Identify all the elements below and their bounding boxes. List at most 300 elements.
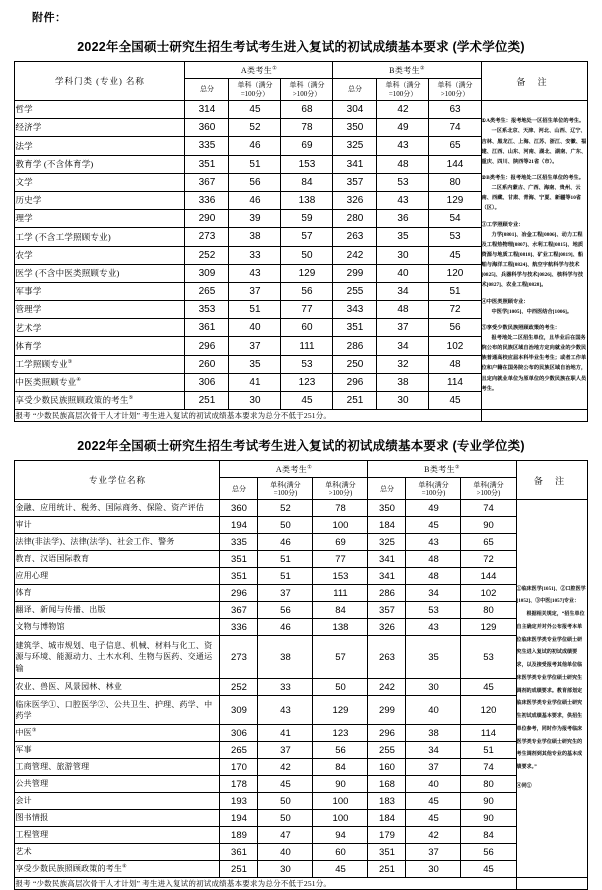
table-row — [15, 619, 587, 636]
cell-a-s100: 51 — [258, 568, 313, 585]
cell-a-s100: 43 — [229, 264, 281, 282]
cell-a-total: 260 — [185, 355, 229, 373]
cell-b-s100: 34 — [406, 585, 461, 602]
row-subject-name: 教育、汉语国际教育 — [15, 551, 220, 568]
cell-a-total: 273 — [220, 636, 258, 679]
cell-a-total: 353 — [185, 301, 229, 319]
cell-b-total: 184 — [368, 517, 406, 534]
header-subject-name: 学科门类 (专业) 名称 — [15, 62, 185, 101]
cell-b-sover: 102 — [429, 337, 481, 355]
header-group-b-label: B类考生 — [424, 464, 456, 474]
cell-a-s100: 33 — [229, 246, 281, 264]
cell-b-total: 184 — [368, 810, 406, 827]
cell-b-sover: 114 — [429, 373, 481, 391]
cell-a-s100: 38 — [229, 228, 281, 246]
cell-b-s100: 38 — [406, 725, 461, 742]
cell-b-total: 351 — [333, 319, 377, 337]
cell-b-sover: 53 — [461, 636, 516, 679]
cell-b-sover: 90 — [461, 793, 516, 810]
cell-b-total: 296 — [333, 373, 377, 391]
cell-b-s100: 35 — [406, 636, 461, 679]
cell-b-sover: 72 — [429, 301, 481, 319]
row-subject-name: 体育学 — [15, 337, 185, 355]
header-group-a — [185, 62, 333, 79]
header-b-total-line1: 总分 — [347, 85, 362, 94]
row-subject-name: 金融、应用统计、税务、国际商务、保险、资产评估 — [15, 500, 220, 517]
cell-a-sover: 123 — [313, 725, 368, 742]
header-b-single-100-line1: 单科（满分 — [385, 81, 421, 90]
cell-a-total: 296 — [185, 337, 229, 355]
row-subject-name: 法学 — [15, 137, 185, 155]
header-b-total-line1: 总分 — [379, 484, 394, 493]
cell-a-s100: 51 — [229, 301, 281, 319]
header-b-single-100 — [377, 79, 429, 101]
remark-paragraph: 中医学[1005]、中西医结合[1006]。 — [491, 308, 573, 315]
cell-a-sover: 60 — [313, 844, 368, 861]
cell-b-total: 251 — [333, 392, 377, 410]
cell-a-sover: 45 — [313, 861, 368, 878]
footnote-marker-1: ① — [272, 65, 278, 71]
cell-b-s100: 34 — [406, 742, 461, 759]
row-subject-name: 公共管理 — [15, 776, 220, 793]
cell-b-sover: 63 — [429, 101, 481, 119]
cell-b-total: 242 — [368, 679, 406, 696]
row-subject-name: 管理学 — [15, 301, 185, 319]
header-b-single-over100-line2: >100分) — [476, 488, 501, 497]
cell-b-s100: 38 — [377, 373, 429, 391]
cell-b-s100: 45 — [406, 793, 461, 810]
header-b-single-over100-line1: 单科（满分 — [437, 81, 473, 90]
cell-a-total: 252 — [185, 246, 229, 264]
header-a-total — [185, 79, 229, 101]
cell-b-total: 255 — [333, 282, 377, 300]
cell-a-s100: 56 — [258, 602, 313, 619]
cell-a-sover: 84 — [313, 602, 368, 619]
remark-cell — [481, 101, 587, 410]
row-subject-name: 审计 — [15, 517, 220, 534]
cell-a-total: 361 — [220, 844, 258, 861]
cell-b-total: 341 — [333, 155, 377, 173]
cell-b-s100: 35 — [377, 228, 429, 246]
cell-a-s100: 50 — [258, 517, 313, 534]
remark-paragraph: ⑤享受少数民族照顾政策的考生： — [481, 324, 561, 331]
cell-a-s100: 38 — [258, 636, 313, 679]
header-a-single-over100-line2: >100分） — [292, 89, 322, 98]
cell-b-s100: 43 — [406, 619, 461, 636]
cell-a-s100: 46 — [258, 534, 313, 551]
row-subject-name: 翻译、新闻与传播、出版 — [15, 602, 220, 619]
cell-b-s100: 40 — [406, 776, 461, 793]
cell-a-s100: 46 — [258, 619, 313, 636]
cell-b-s100: 37 — [406, 759, 461, 776]
row-subject-name: 应用心理 — [15, 568, 220, 585]
cell-b-s100: 48 — [377, 301, 429, 319]
cell-a-total: 351 — [220, 568, 258, 585]
cell-a-total: 306 — [185, 373, 229, 391]
header-a-single-100 — [258, 478, 313, 500]
cell-a-total: 251 — [220, 861, 258, 878]
cell-b-total: 286 — [333, 337, 377, 355]
row-subject-name: 工学 (不含工学照顾专业) — [15, 228, 185, 246]
header-a-single-over100-line1: 单科（满分 — [289, 81, 325, 90]
cell-a-sover: 94 — [313, 827, 368, 844]
remark-paragraph: 二区系内蒙古、广西、海南、贵州、云南、西藏、甘肃、青海、宁夏、新疆等10省（区）。 — [481, 185, 582, 212]
table-footnote-row — [15, 878, 587, 890]
table-row — [15, 101, 587, 119]
cell-b-s100: 37 — [406, 844, 461, 861]
table-row — [15, 679, 587, 696]
cell-a-sover: 129 — [313, 696, 368, 725]
cell-b-sover: 90 — [461, 517, 516, 534]
header-group-a-label: A类考生 — [240, 65, 273, 75]
cell-b-total: 341 — [368, 551, 406, 568]
cell-a-s100: 46 — [229, 191, 281, 209]
remark-paragraph: ②B类考生：报考地处二区招生单位的考生。 — [481, 175, 585, 182]
row-subject-name: 享受少数民族照顾政策的考生⑤ — [15, 392, 185, 410]
cell-a-total: 290 — [185, 210, 229, 228]
cell-a-total: 336 — [220, 619, 258, 636]
cell-b-s100: 42 — [406, 827, 461, 844]
cell-a-sover: 84 — [313, 759, 368, 776]
cell-a-sover: 57 — [281, 228, 333, 246]
cell-a-sover: 50 — [281, 246, 333, 264]
cell-b-total: 296 — [368, 725, 406, 742]
cell-a-sover: 57 — [313, 636, 368, 679]
cell-b-sover: 80 — [461, 776, 516, 793]
cell-a-sover: 60 — [281, 319, 333, 337]
row-subject-name: 历史学 — [15, 191, 185, 209]
cell-b-total: 168 — [368, 776, 406, 793]
cell-a-s100: 30 — [258, 861, 313, 878]
cell-a-total: 309 — [185, 264, 229, 282]
row-subject-name: 工程管理 — [15, 827, 220, 844]
row-subject-name: 法律(非法学)、法律(法学)、社会工作、警务 — [15, 534, 220, 551]
table-header-row-1 — [15, 461, 587, 478]
row-subject-name: 经济学 — [15, 119, 185, 137]
header-a-single-over100 — [313, 478, 368, 500]
cell-b-total: 286 — [368, 585, 406, 602]
header-group-a-label: A类考生 — [275, 464, 308, 474]
cell-a-s100: 37 — [229, 282, 281, 300]
cell-a-s100: 51 — [229, 155, 281, 173]
cell-b-total: 357 — [368, 602, 406, 619]
row-subject-name: 中医③ — [15, 725, 220, 742]
row-subject-name: 中医类照顾专业④ — [15, 373, 185, 391]
table-row — [15, 696, 587, 725]
table-row — [15, 844, 587, 861]
cell-a-total: 194 — [220, 810, 258, 827]
cell-b-sover: 144 — [429, 155, 481, 173]
cell-a-sover: 100 — [313, 810, 368, 827]
cell-a-s100: 51 — [258, 551, 313, 568]
cell-a-sover: 78 — [313, 500, 368, 517]
remark-paragraph: ③工学照顾专业： — [481, 221, 524, 228]
row-subject-name: 医学 (不含中医类照顾专业) — [15, 264, 185, 282]
cell-b-s100: 53 — [406, 602, 461, 619]
table-row — [15, 636, 587, 679]
cell-a-total: 360 — [185, 119, 229, 137]
cell-b-sover: 129 — [461, 619, 516, 636]
row-subject-name: 军事 — [15, 742, 220, 759]
cell-b-s100: 30 — [406, 861, 461, 878]
cell-b-s100: 43 — [377, 137, 429, 155]
cell-b-total: 325 — [368, 534, 406, 551]
cell-b-sover: 120 — [429, 264, 481, 282]
cell-a-total: 273 — [185, 228, 229, 246]
cell-b-total: 304 — [333, 101, 377, 119]
table-row — [15, 725, 587, 742]
cell-b-total: 299 — [368, 696, 406, 725]
header-a-total-line1: 总分 — [199, 85, 214, 94]
cell-b-total: 251 — [368, 861, 406, 878]
cell-b-total: 160 — [368, 759, 406, 776]
footnote-marker-2: ② — [455, 465, 460, 471]
header-a-single-100-line1: 单科（满分 — [237, 81, 273, 90]
header-a-single-100-line2: =100分) — [273, 488, 298, 497]
cell-b-sover: 84 — [461, 827, 516, 844]
cell-b-total: 326 — [368, 619, 406, 636]
cell-a-total: 367 — [220, 602, 258, 619]
table-row — [15, 517, 587, 534]
cell-a-s100: 40 — [258, 844, 313, 861]
cell-a-s100: 41 — [258, 725, 313, 742]
header-a-single-100-line2: =100分） — [240, 89, 270, 98]
cell-b-total: 250 — [333, 355, 377, 373]
row-subject-name: 农学 — [15, 246, 185, 264]
cell-a-s100: 42 — [258, 759, 313, 776]
row-subject-name: 图书情报 — [15, 810, 220, 827]
cell-a-sover: 111 — [281, 337, 333, 355]
cell-a-sover: 123 — [281, 373, 333, 391]
header-a-total-line1: 总分 — [231, 484, 246, 493]
row-subject-name: 农业、兽医、风景园林、林业 — [15, 679, 220, 696]
cell-a-sover: 84 — [281, 173, 333, 191]
academic-degree-score-table — [14, 61, 587, 422]
row-subject-name: 哲学 — [15, 101, 185, 119]
cell-a-total: 170 — [220, 759, 258, 776]
table-header-row-1 — [15, 62, 587, 79]
cell-a-sover: 138 — [313, 619, 368, 636]
cell-b-sover: 53 — [429, 228, 481, 246]
table-footnote-row — [15, 410, 587, 422]
footnote-marker: ③ — [31, 728, 37, 734]
header-remark: 备 注 — [516, 461, 587, 500]
cell-b-s100: 45 — [406, 517, 461, 534]
cell-a-total: 189 — [220, 827, 258, 844]
cell-b-total: 179 — [368, 827, 406, 844]
table-row — [15, 776, 587, 793]
cell-b-total: 263 — [368, 636, 406, 679]
footnote-remark-spacer — [516, 878, 587, 890]
header-a-total — [220, 478, 258, 500]
cell-b-s100: 43 — [377, 191, 429, 209]
cell-a-sover: 68 — [281, 101, 333, 119]
cell-a-total: 361 — [185, 319, 229, 337]
cell-a-s100: 50 — [258, 810, 313, 827]
cell-a-s100: 37 — [229, 337, 281, 355]
cell-b-s100: 34 — [377, 337, 429, 355]
cell-a-s100: 35 — [229, 355, 281, 373]
cell-b-s100: 53 — [377, 173, 429, 191]
cell-b-sover: 45 — [461, 861, 516, 878]
cell-b-s100: 48 — [377, 155, 429, 173]
cell-b-sover: 129 — [429, 191, 481, 209]
remark-paragraph: ④同① — [516, 783, 532, 789]
cell-a-sover: 56 — [313, 742, 368, 759]
cell-a-sover: 45 — [281, 392, 333, 410]
cell-b-s100: 40 — [406, 696, 461, 725]
attachment-label: 附件： — [32, 12, 67, 24]
cell-a-sover: 50 — [313, 679, 368, 696]
cell-a-sover: 100 — [313, 793, 368, 810]
cell-a-sover: 153 — [313, 568, 368, 585]
cell-a-s100: 52 — [258, 500, 313, 517]
header-b-single-100-line2: =100分） — [388, 89, 418, 98]
cell-b-s100: 49 — [406, 500, 461, 517]
cell-b-total: 263 — [333, 228, 377, 246]
remark-paragraph: ④中医类照顾专业： — [481, 298, 529, 305]
cell-a-total: 336 — [185, 191, 229, 209]
cell-a-s100: 45 — [258, 776, 313, 793]
cell-b-sover: 114 — [461, 725, 516, 742]
cell-a-sover: 77 — [313, 551, 368, 568]
cell-a-sover: 90 — [313, 776, 368, 793]
table-row — [15, 568, 587, 585]
document-page — [0, 9, 602, 890]
cell-a-total: 351 — [185, 155, 229, 173]
header-a-single-over100 — [281, 79, 333, 101]
header-b-total — [368, 478, 406, 500]
row-subject-name: 教育学 (不含体育学) — [15, 155, 185, 173]
cell-b-total: 343 — [333, 301, 377, 319]
header-b-single-over100 — [429, 79, 481, 101]
cell-b-sover: 51 — [429, 282, 481, 300]
table-row — [15, 810, 587, 827]
cell-b-sover: 51 — [461, 742, 516, 759]
footnote-marker-2: ② — [420, 65, 425, 71]
cell-b-sover: 56 — [461, 844, 516, 861]
remark-paragraph: 报考地处二区招生单位，且毕业后在国务院公布的民族区域自治地方定向就业的少数民族普通高校应届本科毕业生考生；或者工作单位和户籍在国务院公布的民族区域自治地方，且定向就业单位为原单位的少数民族在职人员考生。 — [481, 335, 587, 392]
cell-b-s100: 34 — [377, 282, 429, 300]
cell-b-s100: 48 — [406, 551, 461, 568]
cell-b-sover: 144 — [461, 568, 516, 585]
cell-a-total: 306 — [220, 725, 258, 742]
cell-b-total: 351 — [368, 844, 406, 861]
row-subject-name: 艺术学 — [15, 319, 185, 337]
cell-a-s100: 46 — [229, 137, 281, 155]
remark-text — [482, 116, 587, 394]
cell-a-sover: 77 — [281, 301, 333, 319]
cell-b-s100: 49 — [377, 119, 429, 137]
header-group-a — [220, 461, 368, 478]
cell-b-sover: 45 — [429, 246, 481, 264]
cell-a-sover: 100 — [313, 517, 368, 534]
row-subject-name: 体育 — [15, 585, 220, 602]
cell-a-total: 265 — [185, 282, 229, 300]
table-row — [15, 602, 587, 619]
cell-b-s100: 40 — [377, 264, 429, 282]
cell-b-sover: 54 — [429, 210, 481, 228]
footnote-marker: ③ — [67, 360, 73, 366]
header-subject-name: 专业学位名称 — [15, 461, 220, 500]
cell-b-sover: 45 — [461, 679, 516, 696]
row-subject-name: 工学照顾专业③ — [15, 355, 185, 373]
cell-b-total: 350 — [368, 500, 406, 517]
cell-b-s100: 30 — [377, 392, 429, 410]
header-b-single-over100 — [461, 478, 516, 500]
cell-b-total: 325 — [333, 137, 377, 155]
row-subject-name: 享受少数民族照顾政策的考生④ — [15, 861, 220, 878]
cell-a-total: 360 — [220, 500, 258, 517]
header-b-single-100-line1: 单科(满分 — [418, 480, 449, 489]
cell-a-s100: 47 — [258, 827, 313, 844]
cell-b-s100: 43 — [406, 534, 461, 551]
cell-a-s100: 40 — [229, 319, 281, 337]
cell-a-s100: 56 — [229, 173, 281, 191]
cell-a-s100: 45 — [229, 101, 281, 119]
cell-b-s100: 30 — [377, 246, 429, 264]
cell-b-total: 326 — [333, 191, 377, 209]
table-footnote: 报考 “少数民族高层次骨干人才计划” 考生进入复试的初试成绩基本要求为总分不低于251分。 — [15, 878, 516, 890]
table-row — [15, 500, 587, 517]
cell-b-sover: 48 — [429, 355, 481, 373]
cell-b-s100: 48 — [406, 568, 461, 585]
cell-b-total: 341 — [368, 568, 406, 585]
remark-paragraph: 根据相关规定，“招生单位自主确定并对外公布报考本单位临床医学类专业学位硕士研究生进入复试的初试成绩要求，以及接受报考其他单位临床医学类专业学位硕士研究生调剂的成绩要求。教育部划定临床医学类专业学位硕士研究生初试成绩基本要求，供招生单位参考，同时作为报考临床医学类专业学位硕士研究生的考生调剂到其他专业的基本成绩要求。” — [516, 612, 585, 771]
cell-b-s100: 32 — [377, 355, 429, 373]
cell-b-total: 255 — [368, 742, 406, 759]
footnote-marker: ④ — [122, 864, 127, 870]
cell-a-sover: 138 — [281, 191, 333, 209]
cell-b-sover: 45 — [429, 392, 481, 410]
cell-b-s100: 42 — [377, 101, 429, 119]
row-subject-name: 文学 — [15, 173, 185, 191]
table-row — [15, 551, 587, 568]
header-remark: 备 注 — [481, 62, 587, 101]
cell-a-s100: 37 — [258, 742, 313, 759]
remark-cell — [516, 500, 587, 878]
header-group-b-label: B类考生 — [389, 65, 421, 75]
cell-a-sover: 153 — [281, 155, 333, 173]
cell-a-sover: 69 — [281, 137, 333, 155]
cell-b-sover: 65 — [461, 534, 516, 551]
row-subject-name: 临床医学①、口腔医学②、公共卫生、护理、药学、中药学 — [15, 696, 220, 725]
cell-b-total: 299 — [333, 264, 377, 282]
header-a-single-100 — [229, 79, 281, 101]
cell-a-total: 194 — [220, 517, 258, 534]
cell-b-sover: 90 — [461, 810, 516, 827]
header-a-single-over100-line1: 单科(满分 — [325, 480, 356, 489]
cell-a-total: 251 — [185, 392, 229, 410]
cell-a-sover: 78 — [281, 119, 333, 137]
table-row — [15, 742, 587, 759]
table-footnote: 报考 “少数民族高层次骨干人才计划” 考生进入复试的初试成绩基本要求为总分不低于251分。 — [15, 410, 481, 422]
cell-b-s100: 36 — [377, 210, 429, 228]
cell-b-sover: 74 — [461, 759, 516, 776]
cell-a-total: 335 — [220, 534, 258, 551]
cell-a-total: 265 — [220, 742, 258, 759]
cell-a-total: 309 — [220, 696, 258, 725]
cell-a-sover: 69 — [313, 534, 368, 551]
cell-a-sover: 53 — [281, 355, 333, 373]
table-row — [15, 585, 587, 602]
row-subject-name: 工商管理、旅游管理 — [15, 759, 220, 776]
cell-b-sover: 56 — [429, 319, 481, 337]
remark-paragraph: 力学[0801]、冶金工程[0806]、动力工程及工程热物理[0807]、水利工程[0815]、地质资源与地质工程[0818]、矿业工程[0819]、船舶与海洋工程[0824]、航空宇航科学与技术[0825]、兵器科学与技术[0826]、核科学与技术[0827]、农业工程[0828]。 — [481, 231, 584, 289]
header-a-single-over100-line2: >100分) — [328, 488, 353, 497]
row-subject-name: 建筑学、城市规划、电子信息、机械、材料与化工、资源与环境、能源动力、土木水利、生物与医药、交通运输 — [15, 636, 220, 679]
cell-b-total: 350 — [333, 119, 377, 137]
